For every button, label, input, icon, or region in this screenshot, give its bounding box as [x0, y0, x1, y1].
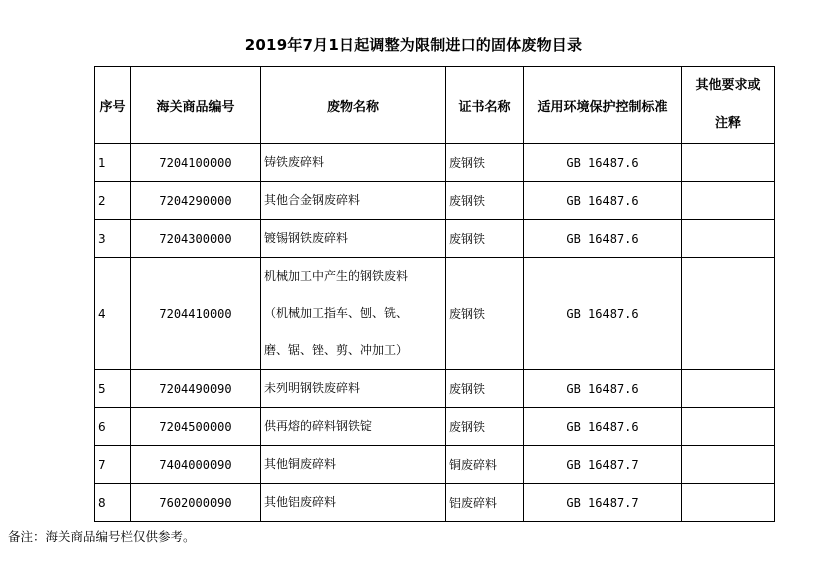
header-other-line2: 注释	[714, 116, 741, 131]
waste-name-line: 供再熔的碎料钢铁锭	[264, 419, 373, 433]
certificate-cell: 废钢铁	[446, 144, 524, 182]
other-requirements-cell	[682, 446, 775, 484]
customs-code-cell: 7204500000	[131, 408, 261, 446]
table-row	[95, 220, 775, 258]
seq-cell: 3	[95, 220, 131, 258]
certificate-cell: 废钢铁	[446, 408, 524, 446]
table-row	[95, 144, 775, 182]
other-requirements-cell	[682, 484, 775, 522]
certificate-cell: 废钢铁	[446, 370, 524, 408]
customs-code-cell: 7204100000	[131, 144, 261, 182]
standard-cell: GB 16487.7	[524, 446, 682, 484]
header-seq: 序号	[95, 67, 131, 144]
certificate-cell: 铝废碎料	[446, 484, 524, 522]
other-requirements-cell	[682, 220, 775, 258]
header-waste-name: 废物名称	[261, 67, 446, 144]
customs-code-cell: 7204290000	[131, 182, 261, 220]
other-requirements-cell	[682, 144, 775, 182]
other-requirements-cell	[682, 408, 775, 446]
certificate-cell: 废钢铁	[446, 182, 524, 220]
waste-name-cell	[261, 258, 446, 370]
standard-cell: GB 16487.6	[524, 220, 682, 258]
standard-cell: GB 16487.6	[524, 258, 682, 370]
waste-name-cell	[261, 446, 446, 484]
waste-name-line: 镀锡钢铁废碎料	[264, 231, 349, 245]
header-other-line1: 其他要求或	[695, 78, 761, 93]
certificate-cell: 铜废碎料	[446, 446, 524, 484]
footnote: 备注：海关商品编号栏仅供参考。	[8, 529, 196, 544]
seq-cell: 7	[95, 446, 131, 484]
table-row	[95, 370, 775, 408]
certificate-cell: 废钢铁	[446, 220, 524, 258]
waste-name-line: 磨、锯、锉、剪、冲加工）	[264, 343, 409, 357]
table-row	[95, 182, 775, 220]
standard-cell: GB 16487.6	[524, 144, 682, 182]
table-row	[95, 408, 775, 446]
table-row	[95, 258, 775, 370]
customs-code-cell: 7404000090	[131, 446, 261, 484]
waste-name-cell	[261, 220, 446, 258]
waste-name-line: 其他合金钢废碎料	[264, 193, 361, 207]
waste-name-line: （机械加工指车、刨、铣、	[264, 306, 409, 320]
waste-name-line: 铸铁废碎料	[264, 155, 325, 169]
page-title: 2019年7月1日起调整为限制进口的固体废物目录	[244, 36, 583, 54]
seq-cell: 4	[95, 258, 131, 370]
table-body	[95, 144, 775, 522]
other-requirements-cell	[682, 182, 775, 220]
table-row	[95, 484, 775, 522]
header-standard: 适用环境保护控制标准	[524, 67, 682, 144]
other-requirements-cell	[682, 370, 775, 408]
table-row	[95, 446, 775, 484]
standard-cell: GB 16487.6	[524, 370, 682, 408]
header-customs-code: 海关商品编号	[131, 67, 261, 144]
seq-cell: 5	[95, 370, 131, 408]
customs-code-cell: 7204490090	[131, 370, 261, 408]
waste-name-cell	[261, 144, 446, 182]
waste-name-cell	[261, 182, 446, 220]
customs-code-cell: 7204300000	[131, 220, 261, 258]
customs-code-cell: 7602000090	[131, 484, 261, 522]
other-requirements-cell	[682, 258, 775, 370]
seq-cell: 6	[95, 408, 131, 446]
header-other-requirements	[682, 67, 775, 144]
waste-name-line: 机械加工中产生的钢铁废料	[264, 269, 409, 283]
seq-cell: 1	[95, 144, 131, 182]
seq-cell: 8	[95, 484, 131, 522]
waste-name-cell	[261, 484, 446, 522]
waste-name-line: 其他铝废碎料	[264, 495, 337, 509]
standard-cell: GB 16487.6	[524, 408, 682, 446]
table-header-row	[95, 67, 775, 144]
seq-cell: 2	[95, 182, 131, 220]
waste-name-line: 未列明钢铁废碎料	[264, 381, 361, 395]
waste-name-cell	[261, 370, 446, 408]
customs-code-cell: 7204410000	[131, 258, 261, 370]
standard-cell: GB 16487.6	[524, 182, 682, 220]
waste-name-cell	[261, 408, 446, 446]
certificate-cell: 废钢铁	[446, 258, 524, 370]
waste-name-line: 其他铜废碎料	[264, 457, 337, 471]
standard-cell: GB 16487.7	[524, 484, 682, 522]
waste-catalog-table	[94, 66, 775, 522]
header-certificate: 证书名称	[446, 67, 524, 144]
